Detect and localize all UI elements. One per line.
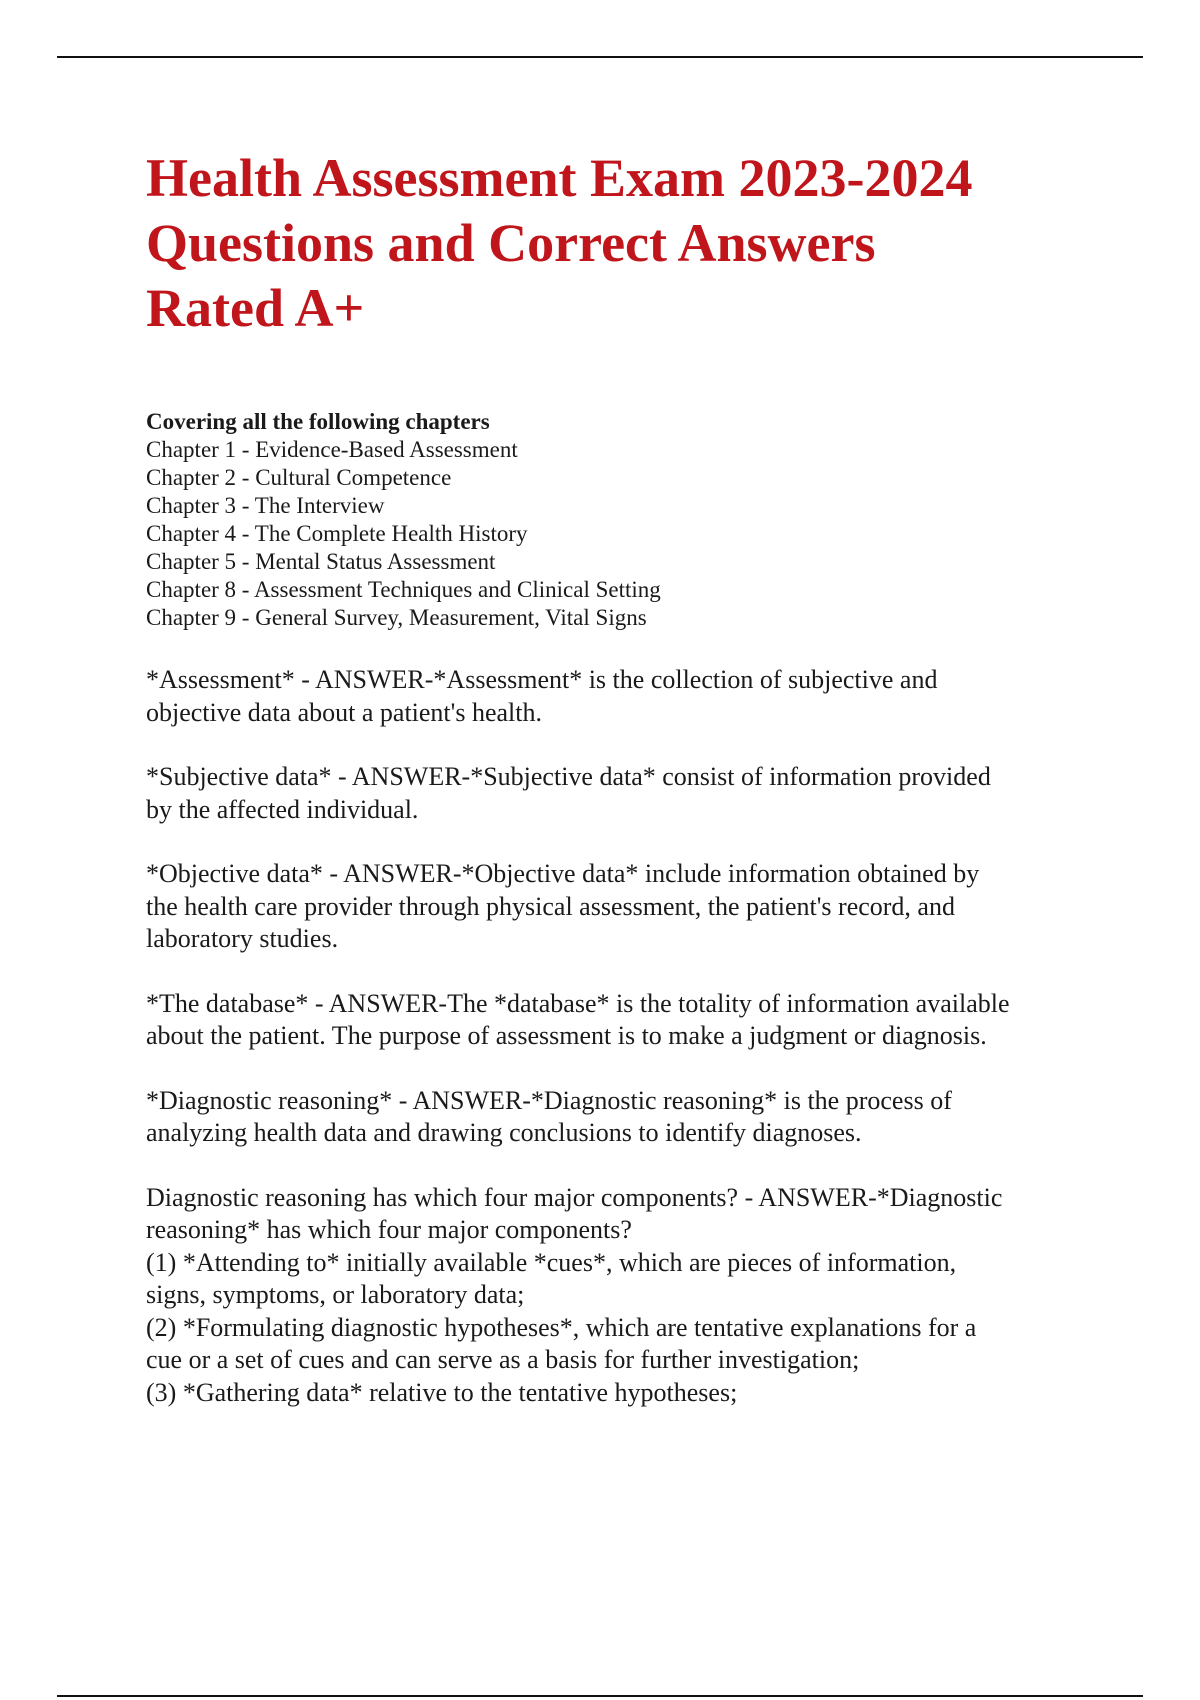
qa-line: *The database* - ANSWER-The *database* is the totality of information available [146,988,1010,1018]
chapter-item: Chapter 8 - Assessment Techniques and Clinical Setting [146,577,661,602]
chapters-heading: Covering all the following chapters [146,409,490,434]
chapter-item: Chapter 9 - General Survey, Measurement, Vital Signs [146,605,647,630]
title-line-3: Rated A+ [146,278,365,338]
document-body [146,146,1096,1441]
qa-line: the health care provider through physical assessment, the patient's record, and [146,891,955,921]
title-line-1: Health Assessment Exam 2023-2024 [146,148,973,208]
bottom-rule [57,1695,1143,1697]
chapter-item: Chapter 3 - The Interview [146,493,385,518]
chapter-item: Chapter 5 - Mental Status Assessment [146,549,496,574]
qa-line: (2) *Formulating diagnostic hypotheses*, which are tentative explanations for a [146,1312,977,1342]
qa-line: by the affected individual. [146,794,419,824]
qa-line: *Subjective data* - ANSWER-*Subjective data* consist of information provided [146,762,991,791]
qa-item-four-components [146,1182,1096,1410]
qa-line: objective data about a patient's health. [146,697,542,727]
chapters-list [146,408,1096,632]
qa-line: (3) *Gathering data* relative to the tentative hypotheses; [146,1377,738,1407]
qa-line: *Objective data* - ANSWER-*Objective data* include information obtained by [146,859,980,888]
qa-line: analyzing health data and drawing conclusions to identify diagnoses. [146,1118,862,1147]
qa-line: signs, symptoms, or laboratory data; [146,1280,525,1309]
qa-line: *Assessment* - ANSWER-*Assessment* is the collection of subjective and [146,665,938,694]
chapter-item: Chapter 1 - Evidence-Based Assessment [146,437,518,462]
qa-line: (1) *Attending to* initially available *cues*, which are pieces of information, [146,1247,957,1277]
qa-item-diagnostic-reasoning [146,1085,1096,1150]
top-rule [57,56,1143,58]
qa-line: laboratory studies. [146,924,339,953]
qa-item-objective-data [146,858,1096,956]
title-line-2: Questions and Correct Answers [146,213,876,273]
qa-list [146,664,1096,1409]
chapter-item: Chapter 2 - Cultural Competence [146,465,452,490]
document-title [146,146,1096,341]
qa-item-subjective-data [146,761,1096,826]
qa-line: Diagnostic reasoning has which four major components? - ANSWER-*Diagnostic [146,1182,1003,1212]
qa-line: *Diagnostic reasoning* - ANSWER-*Diagnostic reasoning* is the process of [146,1085,952,1115]
chapter-item: Chapter 4 - The Complete Health History [146,521,528,546]
qa-line: cue or a set of cues and can serve as a basis for further investigation; [146,1345,860,1374]
qa-line: about the patient. The purpose of assessment is to make a judgment or diagnosis. [146,1021,987,1050]
qa-item-assessment [146,664,1096,729]
qa-item-database [146,988,1096,1053]
qa-line: reasoning* has which four major components? [146,1215,632,1244]
